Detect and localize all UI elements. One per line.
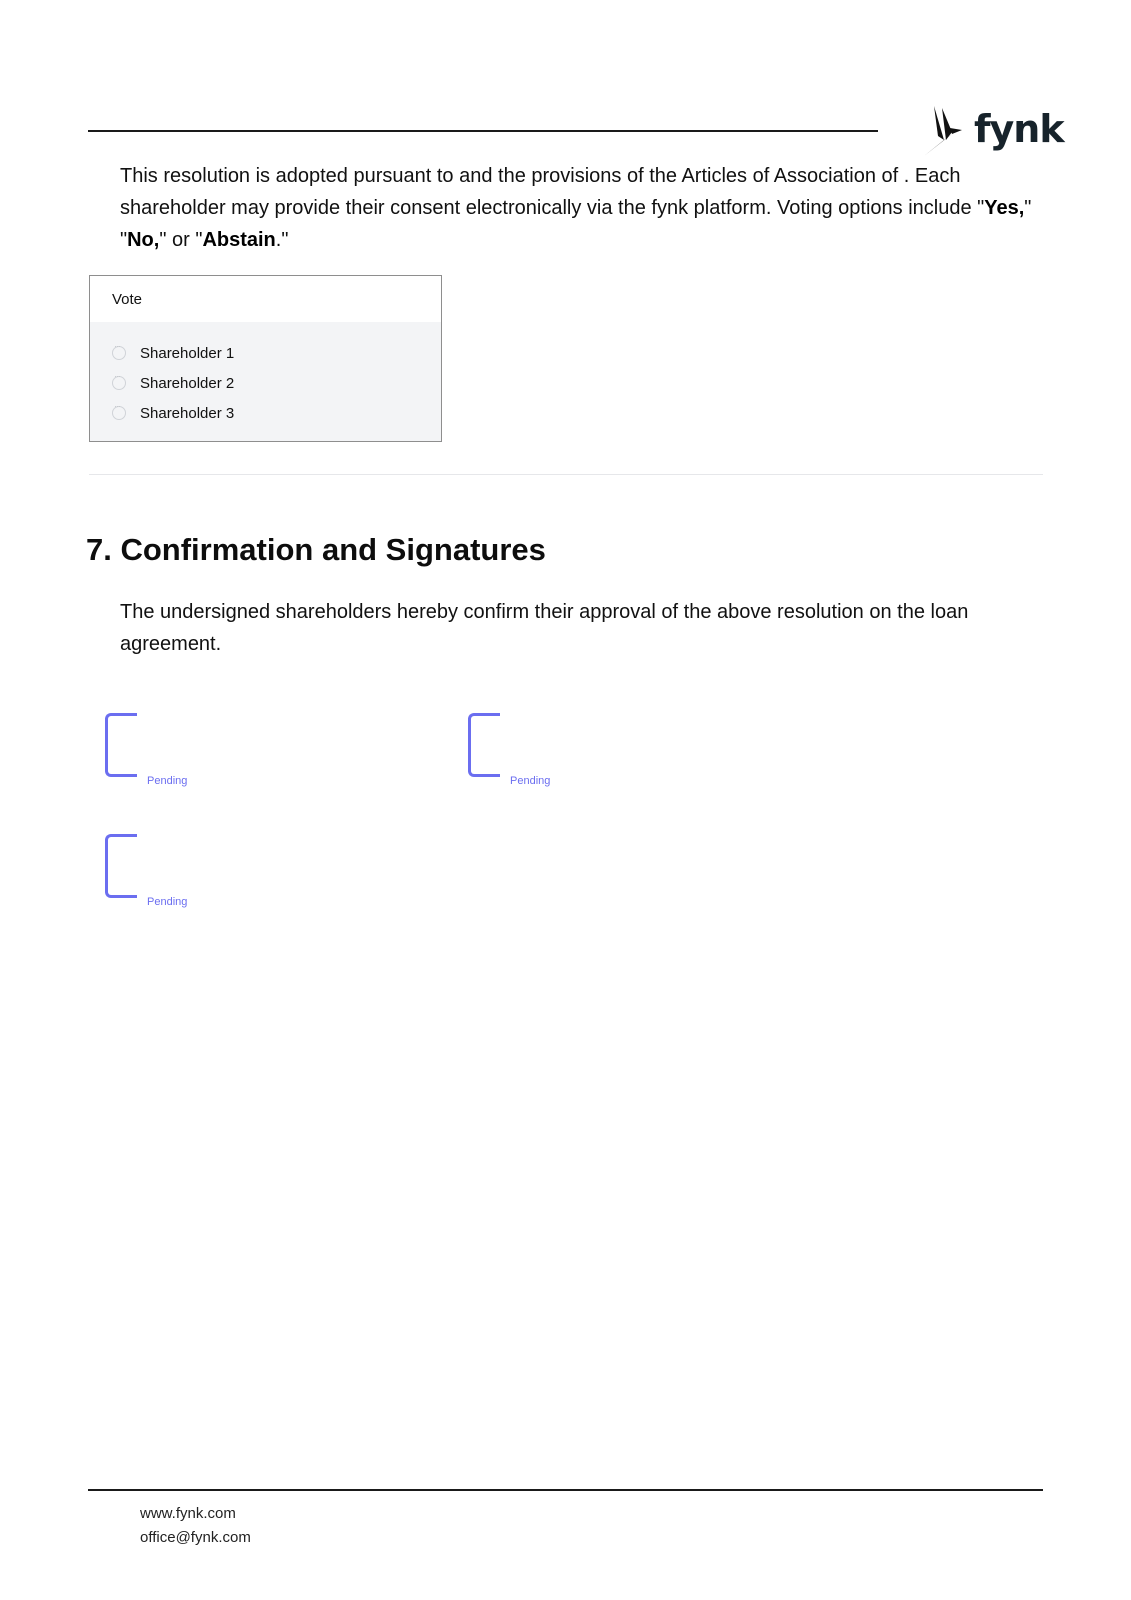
pending-circle-icon	[112, 346, 126, 360]
intro-paragraph	[120, 160, 1050, 256]
vote-item	[90, 368, 441, 398]
confirmation-paragraph: The undersigned shareholders hereby confirm their approval of the above resolution on the loan agreement.	[120, 601, 969, 655]
option-no: No,	[127, 229, 160, 251]
section-divider	[89, 474, 1043, 475]
signature-status: Pending	[147, 896, 188, 908]
signature-bracket-icon	[105, 834, 137, 898]
logo-text: fynk	[974, 107, 1064, 151]
signature-field[interactable]	[105, 713, 225, 793]
signature-bracket-icon	[105, 713, 137, 777]
signature-bracket-icon	[468, 713, 500, 777]
shareholder-name: Shareholder 3	[140, 404, 235, 422]
signature-field[interactable]	[105, 834, 225, 914]
shareholder-name: Shareholder 2	[140, 374, 235, 392]
vote-list	[90, 322, 441, 428]
intro-text: This resolution is adopted pursuant to and the provisions of the Articles of Association of . Each shareholder may provide their consent electronically via the fynk platform. Voting options include "	[120, 165, 985, 219]
pending-circle-icon	[112, 406, 126, 420]
option-yes: Yes,	[984, 197, 1025, 219]
vote-item	[90, 398, 441, 428]
fynk-logo	[922, 106, 1064, 158]
intro-sep: " "	[120, 197, 1032, 251]
signature-status: Pending	[147, 775, 188, 787]
pending-circle-icon	[112, 376, 126, 390]
footer	[140, 1502, 251, 1550]
vote-title: Vote	[90, 276, 441, 322]
header-divider	[88, 130, 878, 132]
shareholder-name: Shareholder 1	[140, 344, 235, 362]
option-abstain: Abstain	[202, 229, 276, 251]
section-heading: 7. Confirmation and Signatures	[86, 532, 546, 567]
signature-field[interactable]	[468, 713, 588, 793]
vote-panel	[89, 275, 442, 442]
vote-item	[90, 338, 441, 368]
footer-email[interactable]: office@fynk.com	[140, 1529, 251, 1546]
footer-website[interactable]: www.fynk.com	[140, 1505, 236, 1522]
intro-sep: " or "	[159, 229, 203, 251]
signature-status: Pending	[510, 775, 551, 787]
intro-end: ."	[275, 229, 289, 251]
fynk-bird-icon	[922, 106, 970, 158]
footer-divider	[88, 1489, 1043, 1491]
